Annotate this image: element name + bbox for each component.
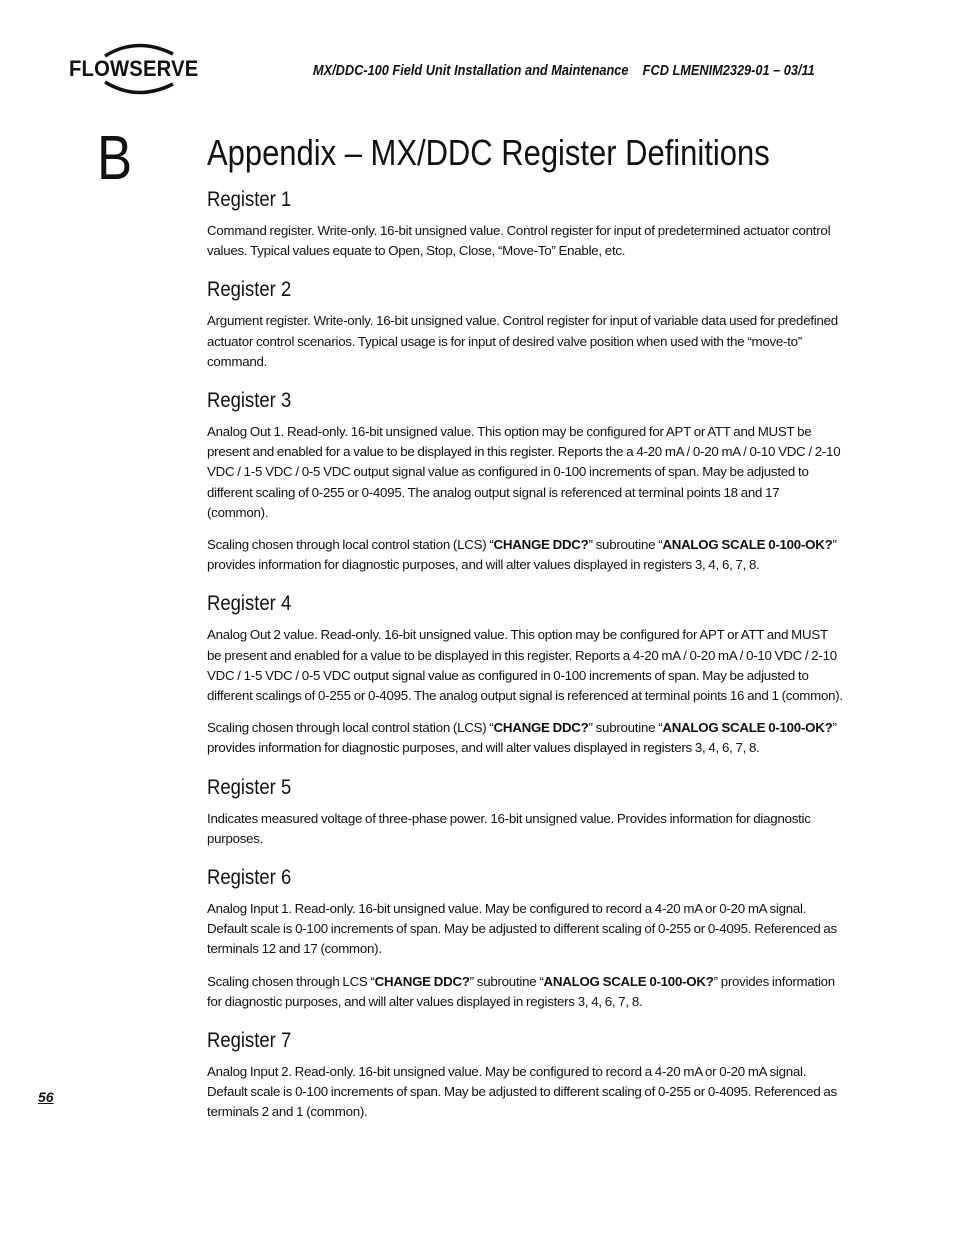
text-fragment: ” subroutine “ [469,973,544,989]
document-header-title: MX/DDC-100 Field Unit Installation and Maintenance FCD LMENIM2329-01 – 03/11 [313,63,815,79]
register-description [207,718,843,758]
text-fragment: ” provides information for diagnostic purposes, and will alter values displayed in registers 3, 4, 6, 7, 8. [207,973,835,1009]
register-description: Analog Input 1. Read-only. 16-bit unsigned value. May be configured to record a 4-20 mA or 0-20 mA signal. Default scale is 0-100 increments of span. May be adjusted to different scaling of 0-255 or 0-4095. Referenced as terminals 12 and 17 (common). [207,901,837,957]
register-heading: Register 2 [207,278,292,302]
register-heading: Register 5 [207,775,292,799]
menu-option-name: ANALOG SCALE 0-100-OK? [543,973,714,989]
text-fragment: ” provides information for diagnostic purposes, and will alter values displayed in registers 3, 4, 6, 7, 8. [207,537,837,573]
register-description [207,972,843,1012]
register-section [207,775,843,849]
register-section [207,277,843,372]
register-section [207,865,843,1012]
text-fragment: ” subroutine “ [588,537,663,553]
register-description: Analog Input 2. Read-only. 16-bit unsigned value. May be configured to record a 4-20 mA or 0-20 mA signal. Default scale is 0-100 increments of span. May be adjusted to different scaling of 0-255 or 0-4095. Referenced as terminals 2 and 1 (common). [207,1064,837,1120]
flowserve-logo [69,42,209,96]
register-description [207,535,843,575]
menu-option-name: CHANGE DDC? [493,537,589,553]
register-heading: Register 3 [207,389,292,413]
register-description: Analog Out 1. Read-only. 16-bit unsigned value. This option may be configured for APT or ATT and MUST be present and enabled for a value to be displayed in this register. Reports the a 4-20 mA / 0-20 mA / 0-10 VDC / 2-10 VDC / 1-5 VDC / 0-5 VDC output signal value as configured in 0-100 increments of span. May be adjusted to different scaling of 0-255 or 0-4095. The analog output signal is referenced at terminal points 18 and 17 (common). [207,424,841,520]
register-heading: Register 4 [207,592,292,616]
register-section [207,591,843,758]
menu-option-name: CHANGE DDC? [374,973,470,989]
register-heading: Register 6 [207,866,292,890]
text-fragment: ” subroutine “ [588,720,663,736]
register-heading: Register 7 [207,1029,292,1053]
register-description: Analog Out 2 value. Read-only. 16-bit unsigned value. This option may be configured for APT or ATT and MUST be present and enabled for a value to be displayed in this register. Reports a 4-20 mA / 0-20 mA / 0-10 VDC / 2-10 VDC / 1-5 VDC / 0-5 VDC output signal value as configured in 0-100 increments of span. May be adjusted to different scalings of 0-255 or 0-4095. The analog output signal is referenced at terminal points 16 and 1 (common). [207,627,843,704]
menu-option-name: ANALOG SCALE 0-100-OK? [662,537,833,553]
text-fragment: Scaling chosen through local control station (LCS) “ [207,720,494,736]
register-heading: Register 1 [207,188,292,211]
logo-text: FLOWSERVE [69,56,199,81]
text-fragment: Scaling chosen through local control station (LCS) “ [207,537,494,553]
menu-option-name: ANALOG SCALE 0-100-OK? [662,720,833,736]
appendix-letter: B [97,124,133,193]
page-title: Appendix – MX/DDC Register Definitions [207,132,770,173]
page-number: 56 [38,1089,54,1105]
text-fragment: Scaling chosen through LCS “ [207,973,375,989]
register-description: Argument register. Write-only. 16-bit unsigned value. Control register for input of variable data used for predefined actuator control scenarios. Typical usage is for input of desired valve position when used with the “move-to” command. [207,313,838,369]
register-description: Command register. Write-only. 16-bit unsigned value. Control register for input of predetermined actuator control values. Typical values equate to Open, Stop, Close, “Move-To” Enable, etc. [207,223,831,259]
menu-option-name: CHANGE DDC? [493,720,589,736]
register-section [207,1028,843,1123]
register-section [207,388,843,575]
register-definitions [207,187,843,1139]
text-fragment: ” provides information for diagnostic purposes, and will alter values displayed in registers 3, 4, 6, 7, 8. [207,720,837,756]
register-section [207,187,843,261]
register-description: Indicates measured voltage of three-phase power. 16-bit unsigned value. Provides information for diagnostic purposes. [207,810,811,846]
